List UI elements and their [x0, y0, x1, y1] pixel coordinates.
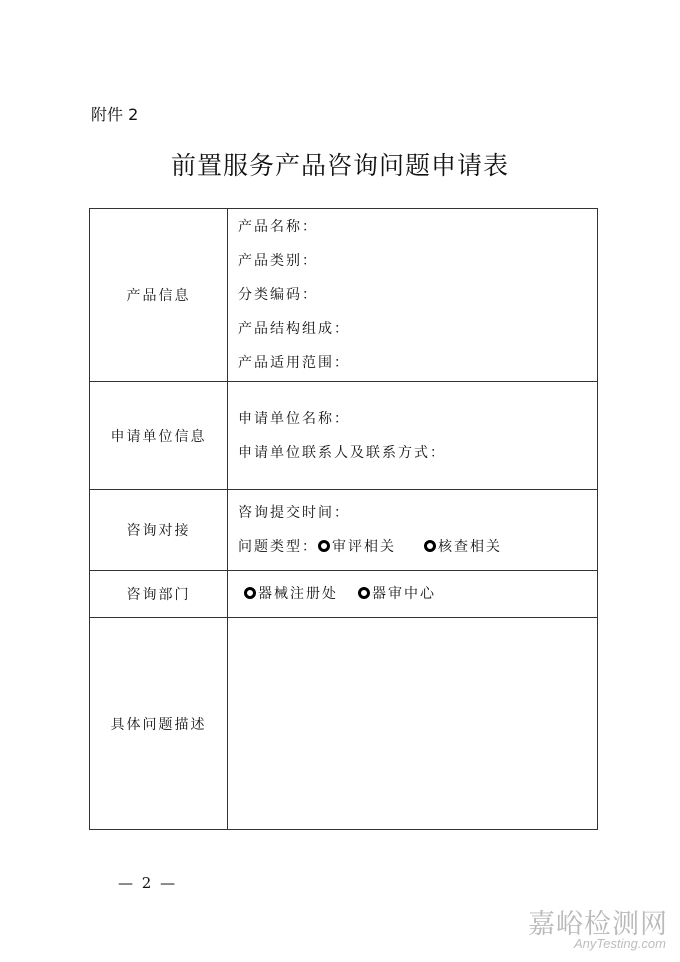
submit-time-field[interactable]: 咨询提交时间： [238, 505, 350, 521]
product-info-row [90, 209, 598, 382]
classification-code-field[interactable]: 分类编码： [238, 287, 318, 303]
watermark-cn: 嘉峪检测网 [528, 909, 668, 940]
consult-row [90, 490, 598, 571]
department-row [90, 571, 598, 618]
applicant-info-label: 申请单位信息 [90, 382, 228, 490]
applicant-name-field[interactable]: 申请单位名称： [238, 410, 350, 427]
consult-label: 咨询对接 [90, 490, 228, 571]
radio-icon [358, 587, 370, 599]
product-scope-field[interactable]: 产品适用范围： [238, 355, 350, 371]
applicant-info-row [90, 382, 598, 490]
consult-fields [228, 490, 598, 571]
department-option-line [238, 577, 597, 611]
inspection-related-option[interactable] [424, 530, 502, 564]
device-registration-option[interactable] [244, 577, 338, 611]
department-label: 咨询部门 [90, 571, 228, 618]
review-related-label: 审评相关 [332, 539, 396, 555]
department-options [228, 571, 598, 618]
product-info-label: 产品信息 [90, 209, 228, 382]
review-related-option[interactable] [318, 530, 396, 564]
applicant-contact-field[interactable]: 申请单位联系人及联系方式： [238, 444, 446, 461]
product-name-field[interactable]: 产品名称： [238, 219, 318, 235]
radio-icon [424, 540, 436, 552]
radio-icon [244, 587, 256, 599]
description-row [90, 618, 598, 830]
page-title: 前置服务产品咨询问题申请表 [170, 151, 509, 180]
device-registration-label: 器械注册处 [258, 586, 338, 602]
attachment-label: 附件 2 [91, 105, 139, 124]
question-type-field [238, 530, 597, 564]
page-number: — 2 — [118, 874, 178, 892]
radio-icon [318, 540, 330, 552]
inspection-related-label: 核查相关 [438, 539, 502, 555]
product-category-field[interactable]: 产品类别： [238, 253, 318, 269]
applicant-info-fields [228, 382, 598, 490]
description-field[interactable] [228, 618, 598, 830]
question-type-label: 问题类型： [238, 539, 318, 555]
review-center-option[interactable] [358, 577, 436, 611]
description-label: 具体问题描述 [90, 618, 228, 830]
watermark-en: AnyTesting.com [573, 936, 666, 951]
review-center-label: 器审中心 [372, 586, 436, 602]
product-structure-field[interactable]: 产品结构组成： [238, 321, 350, 337]
application-form [89, 208, 598, 830]
product-info-fields [228, 209, 598, 382]
